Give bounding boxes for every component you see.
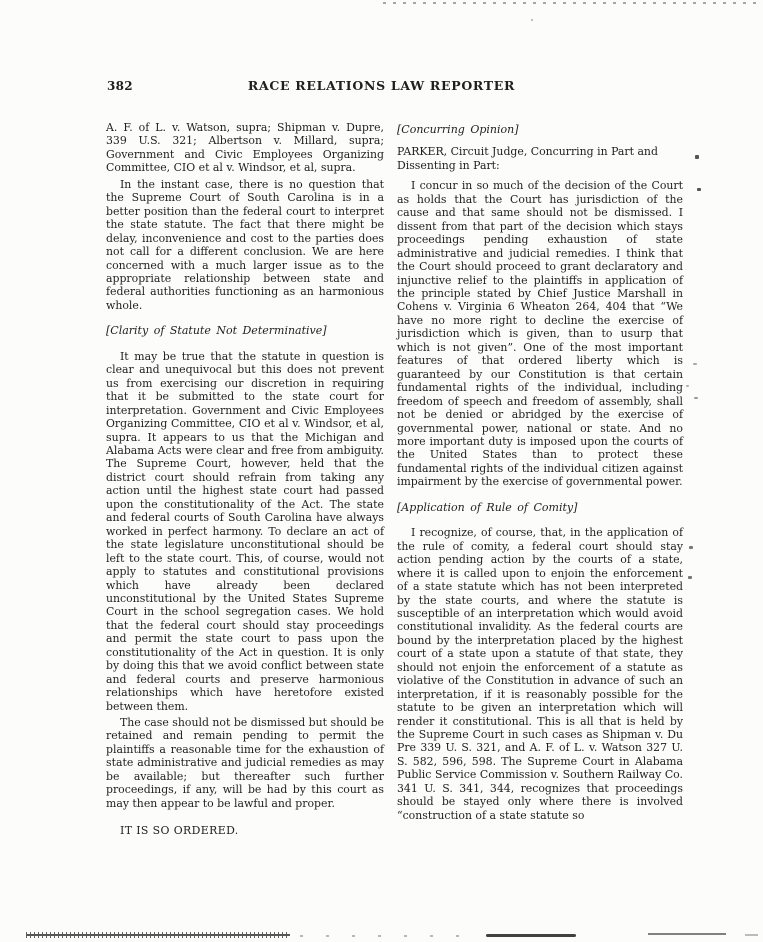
section-heading-clarity: [Clarity of Statute Not Determinative] <box>106 324 327 338</box>
right-column <box>397 121 683 841</box>
paragraph: In the instant case, there is no question that the Supreme Court of South Carolina is in a better position than the federal court to interpret the state statute. The fact that there might be delay, inconvenience and cost to the parties does not call for a different conclusion. We are here concerned with a much larger issue as to the appropriate relationship between state and federal authorities functioning as an harmonious whole. <box>106 177 384 312</box>
scan-artifact-bottom-smudge <box>486 934 576 937</box>
scan-speck <box>695 155 699 159</box>
section-heading-rule-of-comity: [Application of Rule of Comity] <box>397 500 578 514</box>
scan-artifact-bottom-dots <box>300 935 480 937</box>
paragraph: The case should not be dismissed but should be retained and remain pending to permit the plaintiffs a reasonable time for the exhaustion of state administrative and judicial remedies as may be available; but thereafter such further proceedings, if any, will be had by this court as may then appear to be lawful and proper. <box>106 716 384 810</box>
running-header <box>0 78 763 98</box>
scan-speck <box>694 397 698 399</box>
scan-speck <box>688 576 692 579</box>
scan-artifact-bottom-mark <box>745 934 758 936</box>
two-column-body <box>106 121 683 841</box>
scan-speck <box>693 363 697 365</box>
scan-speck <box>697 188 701 191</box>
reporter-title: RACE RELATIONS LAW REPORTER <box>247 78 516 93</box>
page-number: 382 <box>107 79 133 93</box>
scan-artifact-bottom-hatch <box>26 932 290 938</box>
order-line: IT IS SO ORDERED. <box>120 824 239 838</box>
paragraph: I recognize, of course, that, in the application of the rule of comity, a federal court should stay action pending action by the courts of a state, where it is called upon to enjoin the enforcement of a state statute which has not been interpreted by the state courts, and where the statute is susceptible of an interpretation which would avoid constitutional invalidity. As the federal courts are bound by the interpretation placed by the highest court of a state upon a statute of that state, they should not enjoin the enforcement of a statute as violative of the Constitution in advance of such an interpretation, if it is reasonably possible for the statute to be given an interpretation which will render it constitutional. This is all that is held by the Supreme Court in such cases as Shipman v. Du Pre 339 U. S. 321, and A. F. of L. v. Watson 327 U. S. 582, 596, 598. The Supreme Court in Alabama Public Service Commission v. Southern Railway Co. 341 U. S. 341, 344, recognizes that proceedings should be stayed only where there is involved “construction of a state statute so <box>397 526 683 822</box>
left-column <box>106 121 384 841</box>
scan-speck <box>686 385 689 387</box>
scan-artifact-top-dashed-line <box>383 2 763 4</box>
judge-attribution: PARKER, Circuit Judge, Concurring in Part and Dissenting in Part: <box>397 145 658 172</box>
paragraph: I concur in so much of the decision of the Court as holds that the Court has jurisdiction of the cause and that same should not be dismissed. I dissent from that part of the decision which stays proceedings pending exhaustion of state administrative and judicial remedies. I think that the Court should proceed to grant declaratory and injunctive relief to the plaintiffs in application of the principle stated by Chief Justice Marshall in Cohens v. Virginia 6 Wheaton 264, 404 that “We have no more right to decline the exercise of jurisdiction which is given, than to usurp that which is not given”. One of the most important features of that ordered liberty which is guaranteed by our Constitution is that certain fundamental rights of the individual, including freedom of speech and freedom of assembly, shall not be denied or abridged by the exercise of governmental power, national or state. And no more important duty is imposed upon the courts of the United States than to protect these fundamental rights of the individual citizen against impairment by the exercise of governmental power. <box>397 179 683 489</box>
section-heading-concurring-opinion: [Concurring Opinion] <box>397 123 519 136</box>
scan-speck <box>531 19 533 21</box>
citation-paragraph: A. F. of L. v. Watson, supra; Shipman v. Dupre, 339 U.S. 321; Albertson v. Millard, supra; Government and Civic Employees Organizing Committee, CIO et al v. Windsor, et al, supra. <box>106 121 384 175</box>
paragraph: It may be true that the statute in question is clear and unequivocal but this does not prevent us from exercising our discretion in requiring that it be submitted to the state court for interpretation. Government and Civic Employees Organizing Committee, CIO et al v. Windsor, et al, supra. It appears to us that the Michigan and Alabama Acts were clear and free from ambiguity. The Supreme Court, however, held that the district court should refrain from taking any action until the highest state court had passed upon the constitutionality of the Act. The state and federal courts of South Carolina have always worked in perfect harmony. To declare an act of the state legislature unconstitutional should be left to the state court. This, of course, would not apply to statutes and constitutional provisions which have already been declared unconstitutional by the United States Supreme Court in the school segregation cases. We hold that the federal court should stay proceedings and permit the state court to pass upon the constitutionality of the Act in question. It is only by doing this that we avoid conflict between state and federal courts and preserve harmonious relationships which have heretofore existed between them. <box>106 349 384 713</box>
scan-artifact-bottom-line <box>648 933 726 935</box>
scan-speck <box>689 546 693 549</box>
